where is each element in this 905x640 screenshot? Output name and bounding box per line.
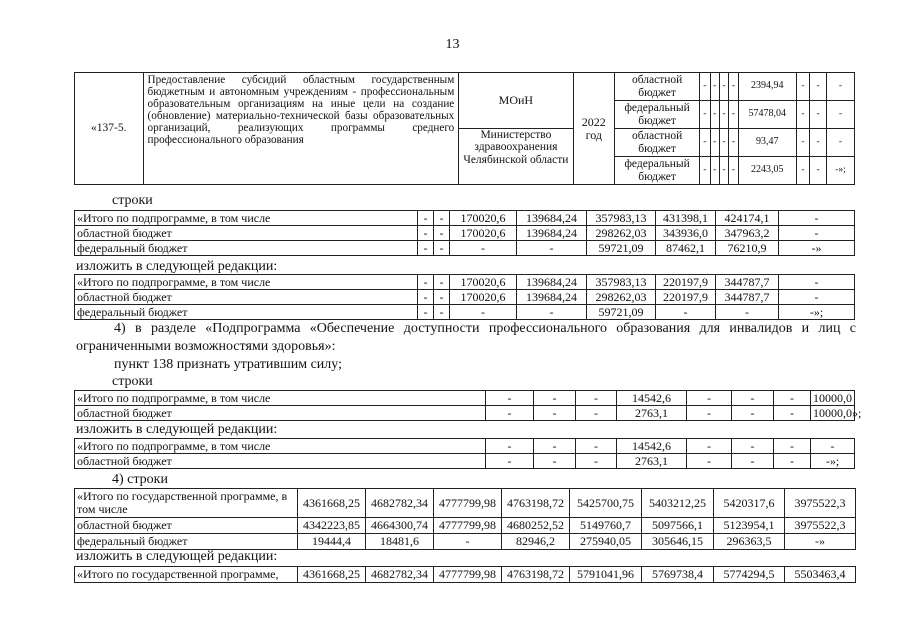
table-row xyxy=(75,391,855,406)
value-cell: - xyxy=(534,454,576,469)
table-row xyxy=(75,305,855,320)
value-cell: - xyxy=(796,157,810,185)
value-cell: - xyxy=(826,129,854,157)
value-cell: 343936,0 xyxy=(656,226,716,241)
value-cell: 4361668,25 xyxy=(298,567,366,583)
value-cell: - xyxy=(486,406,534,421)
value-cell: - xyxy=(729,73,738,101)
value-cell: - xyxy=(576,454,617,469)
value-cell: 14542,6 xyxy=(617,439,687,454)
value-cell: - xyxy=(700,129,710,157)
rows-label: строки xyxy=(112,193,153,208)
value-cell: 3975522,3 xyxy=(785,518,856,534)
table-row xyxy=(75,489,856,518)
value-cell: - xyxy=(418,290,434,305)
value-cell: 5149760,7 xyxy=(570,518,642,534)
value-cell: 2394,94 xyxy=(738,73,796,101)
value-cell: 4664300,74 xyxy=(366,518,434,534)
value-cell: - xyxy=(810,157,827,185)
value-cell: - xyxy=(486,454,534,469)
table-row xyxy=(75,439,855,454)
value-cell: -» xyxy=(779,241,855,256)
value-cell: 298262,03 xyxy=(587,226,656,241)
value-cell: 5425700,75 xyxy=(570,489,642,518)
value-cell: - xyxy=(434,534,502,550)
subprogram2-new-table xyxy=(74,438,855,469)
value-cell: 2763,1 xyxy=(617,406,687,421)
value-cell: 4682782,34 xyxy=(366,489,434,518)
value-cell: 296363,5 xyxy=(714,534,785,550)
table-row xyxy=(75,518,856,534)
value-cell: 4680252,52 xyxy=(502,518,570,534)
value-cell: 357983,13 xyxy=(587,211,656,226)
value-cell: 305646,15 xyxy=(642,534,714,550)
row-label: областной бюджет xyxy=(75,406,486,421)
value-cell: 2243,05 xyxy=(738,157,796,185)
value-cell: - xyxy=(418,211,434,226)
value-cell: 87462,1 xyxy=(656,241,716,256)
value-cell: - xyxy=(687,406,732,421)
value-cell: - xyxy=(434,211,450,226)
value-cell: 76210,9 xyxy=(716,241,779,256)
value-cell: - xyxy=(732,406,774,421)
value-cell: - xyxy=(576,391,617,406)
value-cell: - xyxy=(826,73,854,101)
row-label: «Итого по подпрограмме, в том числе xyxy=(75,211,418,226)
item-description: Предоставление субсидий областным государственным бюджетным и автономным учреждениям - профессиональным образовательным организациям на иные цели на создание (обновление) материально-технической базы образовательных организаций, реализующих программы среднего профессионального образования xyxy=(143,73,459,185)
rows-label: строки xyxy=(112,374,153,389)
value-cell: - xyxy=(710,73,719,101)
item-number: «137-5. xyxy=(75,73,144,185)
executor-health-ministry: Министерство здравоохранения Челябинской области xyxy=(459,129,573,185)
value-cell: 5123954,1 xyxy=(714,518,785,534)
value-cell: 14542,6 xyxy=(617,391,687,406)
value-cell: 57478,04 xyxy=(738,101,796,129)
value-cell: - xyxy=(774,391,811,406)
value-cell: - xyxy=(534,439,576,454)
budget-name: федеральный бюджет xyxy=(615,101,700,129)
value-cell: 344787,7 xyxy=(716,290,779,305)
replace-label: изложить в следующей редакции: xyxy=(76,549,278,564)
value-cell: 139684,24 xyxy=(517,275,587,290)
value-cell: - xyxy=(719,73,728,101)
row-label: «Итого по государственной программе, xyxy=(75,567,298,583)
value-cell: - xyxy=(517,305,587,320)
value-cell: 19444,4 xyxy=(298,534,366,550)
program-new-table xyxy=(74,566,856,583)
value-cell: -»; xyxy=(779,305,855,320)
row-label: областной бюджет xyxy=(75,518,298,534)
value-cell: 3975522,3 xyxy=(785,489,856,518)
value-cell: - xyxy=(732,454,774,469)
value-cell: - xyxy=(774,454,811,469)
value-cell: 5791041,96 xyxy=(570,567,642,583)
value-cell: - xyxy=(810,129,827,157)
value-cell: - xyxy=(779,275,855,290)
value-cell: - xyxy=(700,101,710,129)
table-row xyxy=(75,211,855,226)
value-cell: 4777799,98 xyxy=(434,489,502,518)
value-cell: 139684,24 xyxy=(517,290,587,305)
value-cell: 4342223,85 xyxy=(298,518,366,534)
value-cell: 18481,6 xyxy=(366,534,434,550)
page-number: 13 xyxy=(445,37,460,52)
value-cell: 59721,09 xyxy=(587,241,656,256)
value-cell: - xyxy=(687,391,732,406)
value-cell: - xyxy=(687,439,732,454)
table-row xyxy=(75,454,855,469)
subprogram-new-table xyxy=(74,274,855,320)
table-row xyxy=(75,406,855,421)
budget-name: федеральный бюджет xyxy=(615,157,700,185)
value-cell: - xyxy=(700,157,710,185)
replace-label: изложить в следующей редакции: xyxy=(76,259,278,274)
value-cell: - xyxy=(796,129,810,157)
value-cell: 139684,24 xyxy=(517,211,587,226)
value-cell: 424174,1 xyxy=(716,211,779,226)
value-cell: 220197,9 xyxy=(656,290,716,305)
value-cell: - xyxy=(779,290,855,305)
value-cell: - xyxy=(774,439,811,454)
replace-label: изложить в следующей редакции: xyxy=(76,422,278,437)
value-cell: 5403212,25 xyxy=(642,489,714,518)
table-row xyxy=(75,226,855,241)
value-cell: 82946,2 xyxy=(502,534,570,550)
value-cell: - xyxy=(716,305,779,320)
value-cell: 4777799,98 xyxy=(434,567,502,583)
value-cell: - xyxy=(418,305,434,320)
value-cell: 4763198,72 xyxy=(502,489,570,518)
value-cell: 220197,9 xyxy=(656,275,716,290)
value-cell: 357983,13 xyxy=(587,275,656,290)
value-cell: 4777799,98 xyxy=(434,518,502,534)
value-cell: 5769738,4 xyxy=(642,567,714,583)
value-cell: 10000,0 xyxy=(811,391,855,406)
value-cell: - xyxy=(517,241,587,256)
value-cell: - xyxy=(486,391,534,406)
value-cell: 93,47 xyxy=(738,129,796,157)
table-row xyxy=(75,241,855,256)
value-cell: 59721,09 xyxy=(587,305,656,320)
section-4-text: 4) в разделе «Подпрограмма «Обеспечение доступности профессионального образования для инвалидов и лиц с ограниченными возможностями здоровья»: xyxy=(76,321,856,354)
value-cell: 5503463,4 xyxy=(785,567,856,583)
value-cell: 5420317,6 xyxy=(714,489,785,518)
value-cell: 5774294,5 xyxy=(714,567,785,583)
value-cell: 2763,1 xyxy=(617,454,687,469)
value-cell: - xyxy=(779,211,855,226)
value-cell: - xyxy=(826,101,854,129)
value-cell: 275940,05 xyxy=(570,534,642,550)
value-cell: - xyxy=(450,241,517,256)
value-cell: - xyxy=(774,406,811,421)
row-label: «Итого по подпрограмме, в том числе xyxy=(75,439,486,454)
value-cell: - xyxy=(434,305,450,320)
budget-name: областной бюджет xyxy=(615,129,700,157)
value-cell: - xyxy=(810,101,827,129)
value-cell: - xyxy=(729,101,738,129)
value-cell: 431398,1 xyxy=(656,211,716,226)
row-label: областной бюджет xyxy=(75,454,486,469)
value-cell: - xyxy=(710,129,719,157)
table-row xyxy=(75,534,856,550)
value-cell: - xyxy=(729,129,738,157)
value-cell: 139684,24 xyxy=(517,226,587,241)
value-cell: 4361668,25 xyxy=(298,489,366,518)
value-cell: - xyxy=(576,439,617,454)
value-cell: -» xyxy=(785,534,856,550)
table-row xyxy=(75,567,856,583)
value-cell: - xyxy=(418,241,434,256)
value-cell: - xyxy=(687,454,732,469)
item-year: 2022 год xyxy=(573,73,615,185)
value-cell: - xyxy=(719,129,728,157)
value-cell: 170020,6 xyxy=(450,211,517,226)
program-old-table xyxy=(74,488,856,550)
value-cell: - xyxy=(434,226,450,241)
value-cell: - xyxy=(434,241,450,256)
value-cell: - xyxy=(486,439,534,454)
value-cell: - xyxy=(418,226,434,241)
executor-moin: МОиН xyxy=(459,73,573,129)
item-137-5-table xyxy=(74,72,855,185)
value-cell: - xyxy=(710,101,719,129)
row-label: «Итого по государственной программе, в том числе xyxy=(75,489,298,518)
value-cell: - xyxy=(576,406,617,421)
value-cell: - xyxy=(719,157,728,185)
table-row xyxy=(75,290,855,305)
rows-label: 4) строки xyxy=(112,472,168,487)
point-138-text: пункт 138 признать утратившим силу; xyxy=(114,357,342,372)
value-cell: - xyxy=(710,157,719,185)
table-row xyxy=(75,275,855,290)
value-cell: 10000,0»; xyxy=(811,406,855,421)
value-cell: - xyxy=(811,439,855,454)
value-cell: 4763198,72 xyxy=(502,567,570,583)
value-cell: - xyxy=(732,391,774,406)
value-cell: - xyxy=(534,406,576,421)
row-label: федеральный бюджет xyxy=(75,241,418,256)
value-cell: - xyxy=(729,157,738,185)
row-label: «Итого по подпрограмме, в том числе xyxy=(75,391,486,406)
value-cell: 344787,7 xyxy=(716,275,779,290)
value-cell: - xyxy=(656,305,716,320)
value-cell: - xyxy=(450,305,517,320)
subprogram-old-table xyxy=(74,210,855,256)
value-cell: - xyxy=(796,101,810,129)
value-cell: 298262,03 xyxy=(587,290,656,305)
value-cell: - xyxy=(719,101,728,129)
row-label: «Итого по подпрограмме, в том числе xyxy=(75,275,418,290)
value-cell: - xyxy=(796,73,810,101)
row-label: областной бюджет xyxy=(75,226,418,241)
value-cell: - xyxy=(700,73,710,101)
value-cell: - xyxy=(434,290,450,305)
value-cell: -»; xyxy=(826,157,854,185)
value-cell: -»; xyxy=(811,454,855,469)
value-cell: - xyxy=(732,439,774,454)
value-cell: 170020,6 xyxy=(450,226,517,241)
row-label: федеральный бюджет xyxy=(75,305,418,320)
value-cell: - xyxy=(534,391,576,406)
value-cell: - xyxy=(434,275,450,290)
value-cell: - xyxy=(779,226,855,241)
row-label: областной бюджет xyxy=(75,290,418,305)
budget-name: областной бюджет xyxy=(615,73,700,101)
value-cell: 347963,2 xyxy=(716,226,779,241)
value-cell: - xyxy=(418,275,434,290)
subprogram2-old-table xyxy=(74,390,862,421)
row-label: федеральный бюджет xyxy=(75,534,298,550)
value-cell: - xyxy=(810,73,827,101)
value-cell: 170020,6 xyxy=(450,290,517,305)
value-cell: 5097566,1 xyxy=(642,518,714,534)
value-cell: 170020,6 xyxy=(450,275,517,290)
value-cell: 4682782,34 xyxy=(366,567,434,583)
